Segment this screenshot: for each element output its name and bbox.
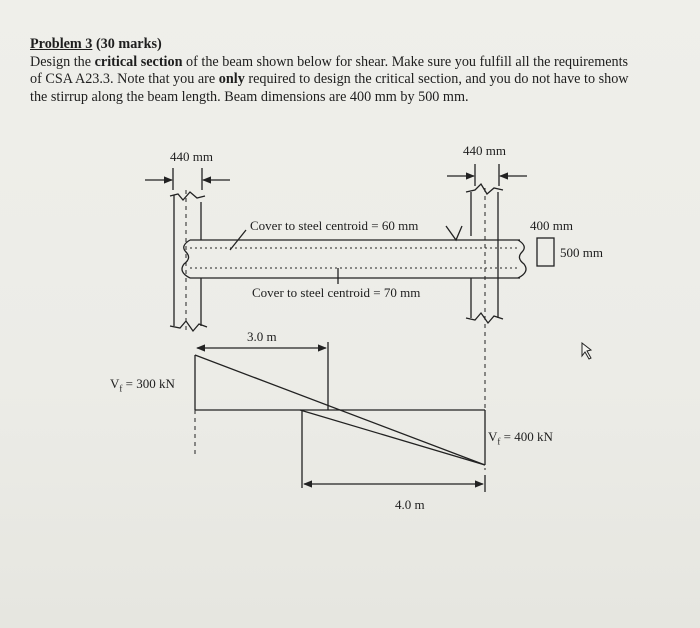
dimension-4m-label: 4.0 m: [395, 497, 425, 512]
problem-line-3: the stirrup along the beam length. Beam dimensions are 400 mm by 500 mm.: [30, 88, 469, 105]
problem-line-2: of CSA A23.3. Note that you are only required to design the critical section, and you do not have to show: [30, 71, 629, 87]
mouse-cursor-icon: [582, 343, 591, 359]
problem-line-1: Design the critical section of the beam shown below for shear. Make sure you fulfill all the requirements: [30, 53, 629, 70]
right-support-dimension: [447, 164, 527, 186]
section-height-label: 500 mm: [560, 245, 603, 260]
shear-left-label: $V_f = 300$ kN: [110, 376, 175, 394]
cross-section-box: [537, 238, 554, 266]
left-column: [170, 190, 207, 331]
dimension-3m: [197, 342, 328, 410]
left-support-width-label: 440 mm: [170, 149, 213, 164]
cover-top-label: Cover to steel centroid = 60 mm: [250, 218, 419, 233]
cover-bottom-label: Cover to steel centroid = 70 mm: [252, 285, 421, 300]
dimension-4m: [302, 410, 485, 492]
problem-marks: (30 marks): [95, 36, 162, 52]
dimension-3m-label: 3.0 m: [247, 329, 277, 344]
shear-force-diagram: [195, 355, 485, 465]
section-width-label: 400 mm: [530, 218, 573, 233]
problem-number: Problem 3: [30, 36, 93, 52]
left-support-dimension: [145, 168, 230, 190]
shear-right-label: $V_f = 400$ kN: [488, 429, 553, 447]
cover-top-leader-right: [446, 226, 462, 240]
right-support-width-label: 440 mm: [463, 143, 506, 158]
